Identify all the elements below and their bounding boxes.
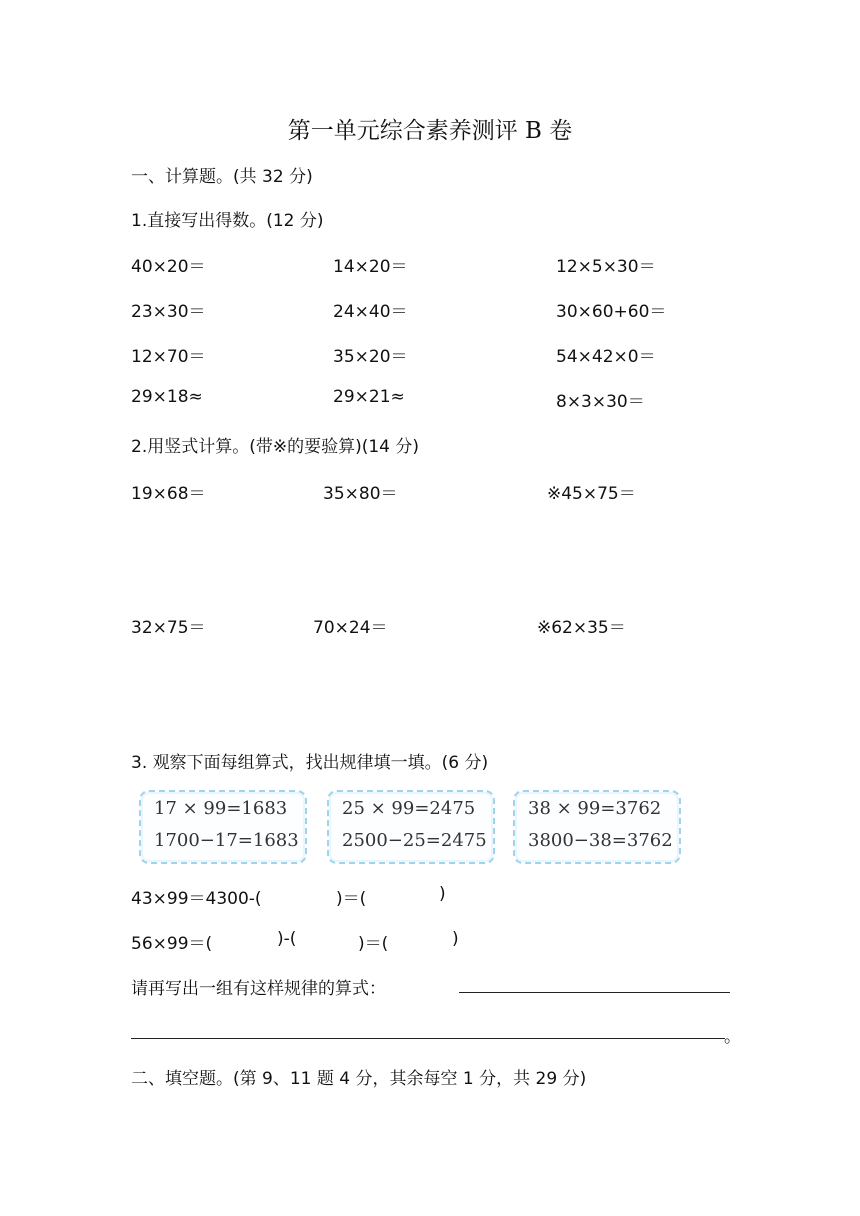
q1-expr: 30×60+60＝ bbox=[556, 302, 667, 322]
q1-expr: 29×21≈ bbox=[333, 387, 405, 407]
q1-expr: 12×70＝ bbox=[131, 347, 206, 367]
q2-heading: 2.用竖式计算。(带※的要验算)(14 分) bbox=[131, 437, 420, 457]
q2-expr: 35×80＝ bbox=[323, 484, 398, 504]
fill-line-2-end: ) bbox=[452, 929, 459, 949]
q2-expr: ※62×35＝ bbox=[537, 618, 626, 638]
example-line: 25 × 99=2475 bbox=[342, 798, 476, 819]
q1-heading: 1.直接写出得数。(12 分) bbox=[131, 211, 324, 231]
q2-expr: 19×68＝ bbox=[131, 484, 206, 504]
fill-line-1-mid: )＝( bbox=[336, 889, 367, 909]
q1-expr: 14×20＝ bbox=[333, 257, 408, 277]
example-box bbox=[327, 790, 495, 864]
answer-line[interactable] bbox=[459, 992, 730, 993]
q1-expr: 29×18≈ bbox=[131, 387, 203, 407]
q1-expr: 23×30＝ bbox=[131, 302, 206, 322]
q1-expr: 35×20＝ bbox=[333, 347, 408, 367]
fill-line-2-mid2: )＝( bbox=[358, 934, 389, 954]
fill-line-2-mid: )-( bbox=[277, 929, 297, 949]
example-line: 2500−25=2475 bbox=[342, 830, 487, 851]
end-mark: 。 bbox=[724, 1027, 741, 1047]
q3-heading: 3. 观察下面每组算式，找出规律填一填。(6 分) bbox=[131, 753, 489, 773]
q2-expr: ※45×75＝ bbox=[547, 484, 636, 504]
example-box bbox=[513, 790, 681, 864]
q1-expr: 40×20＝ bbox=[131, 257, 206, 277]
example-line: 38 × 99=3762 bbox=[528, 798, 662, 819]
q1-expr: 8×3×30＝ bbox=[556, 392, 645, 412]
q1-expr: 24×40＝ bbox=[333, 302, 408, 322]
q1-expr: 54×42×0＝ bbox=[556, 347, 656, 367]
q2-expr: 70×24＝ bbox=[313, 618, 388, 638]
example-line: 1700−17=1683 bbox=[154, 830, 299, 851]
fill-line-1-end: ) bbox=[439, 884, 446, 904]
section2-heading: 二、填空题。(第 9、11 题 4 分，其余每空 1 分，共 29 分) bbox=[131, 1069, 587, 1089]
fill-line-1-start: 43×99＝4300-( bbox=[131, 889, 262, 909]
page-title: 第一单元综合素养测评 B 卷 bbox=[287, 118, 573, 144]
section1-heading: 一、计算题。(共 32 分) bbox=[131, 167, 313, 187]
fill-line-2-start: 56×99＝( bbox=[131, 934, 213, 954]
q1-expr: 12×5×30＝ bbox=[556, 257, 656, 277]
q3-prompt: 请再写出一组有这样规律的算式： bbox=[131, 979, 386, 999]
example-line: 3800−38=3762 bbox=[528, 830, 673, 851]
example-box bbox=[139, 790, 307, 864]
example-line: 17 × 99=1683 bbox=[154, 798, 288, 819]
answer-line[interactable] bbox=[131, 1038, 725, 1039]
q2-expr: 32×75＝ bbox=[131, 618, 206, 638]
